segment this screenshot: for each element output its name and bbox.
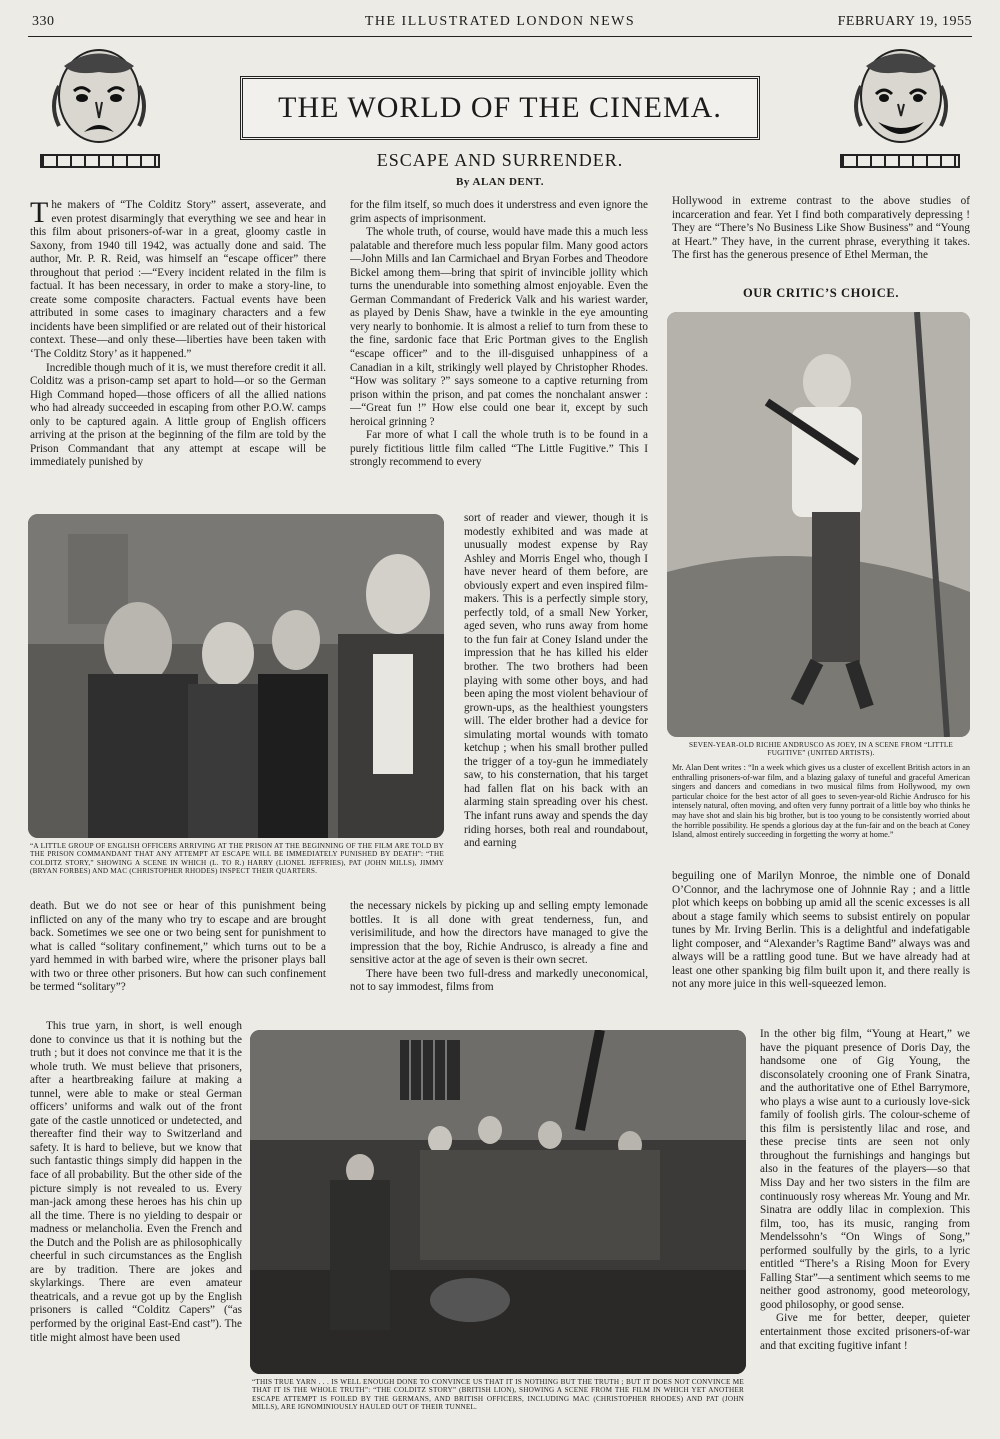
column-1-middle xyxy=(30,900,326,1020)
paragraph: In the other big film, “Young at Heart,” we have the piquant presence of Doris Day, the handsome one of Gig Young, the disconsolately crooning one of Frank Sinatra, and the authoritative one of Ethel Barrymore, who plays a wise aunt to a curiously love-sick family of foolish girls. The colour-scheme of this film is persistently lilac and rose, and these precise tints are seen not only throughout the furnishings and hangings but also in the features of the players—so that Miss Day and her two sisters in the film are continuously rosy whereas Mr. Young and Mr. Sinatra are oddly lilac in complexion. This film, too, has its music, ranging from Mendelssohn’s “On Wings of Song,” performed soulfully by the girls, to a lyric entitled “There’s a Rising Moon for Every Falling Star”—a sentiment which seems to me neither good astronomy, good meteorology, good philosophy, or good sense. xyxy=(760,1028,970,1311)
paragraph: for the film itself, so much does it understress and even ignore the grim aspects of imprisonment. xyxy=(350,199,648,225)
publication-name: THE ILLUSTRATED LONDON NEWS xyxy=(364,14,636,29)
page-number: 330 xyxy=(32,14,55,29)
boy-photo xyxy=(667,312,970,737)
column-3-middle xyxy=(672,870,970,1018)
paragraph xyxy=(30,199,326,362)
paragraph: Incredible though much of it is, we must therefore credit it all. Colditz was a prison-camp set apart to hold—or so the German High Command hoped—those officers of all the allied nations who had already succeeded in escaping from other P.O.W. camps only to be captured again. A little group of English officers arriving at the prison at the beginning of the film are told by the Prison Commandant that any attempt at escape will be immediately punished by xyxy=(30,361,326,469)
paragraph-text: he makers of “The Colditz Story” assert, asseverate, and even protest disarmingly that everything we see and hear in this film about prisoners-of-war in a great, gloomy castle in Saxony, from 1940 till 1942, was actually done and said. The author, Mr. P. R. Reid, was himself an “escape officer” there throughout that period :—“Every incident related in the film is factual. It has been necessary, in order to make a story-line, to create some composite characters. Factual events have been attributed in some cases to imaginary characters and a few incidents have been simplified or are related out of their historical context. These—and only these—liberties have been taken with ‘The Colditz Story’ as it happened.” xyxy=(30,199,326,361)
column-2-top xyxy=(350,199,648,505)
officers-photo-caption: “A LITTLE GROUP OF ENGLISH OFFICERS ARRIVING AT THE PRISON AT THE BEGINNING OF THE FILM ARE TOLD BY THE PRISON COMMANDANT THAT ANY ATTEMPT AT ESCAPE WILL BE IMMEDIATELY PUNISHED BY DEATH”: “THE COLDITZ STORY,” SHOWING A SCENE IN WHICH (L. TO R.) HARRY (LIONEL JEFFRIES), PAT (JOHN MILLS), JIMMY (BRYAN FORBES) AND MAC (CHRISTOPHER RHODES) INSPECT THEIR QUARTERS. xyxy=(30,842,444,876)
paragraph: Give me for better, deeper, quieter entertainment those excited prisoners-of-war and that exciting fugitive infant ! xyxy=(760,1312,970,1352)
comedy-mask-icon xyxy=(846,46,956,151)
column-2-bottom xyxy=(350,900,648,1020)
paragraph: death. But we do not see or hear of this punishment being inflicted on any of the many who try to escape and are brought back. Sometimes we see one or two being sent for punishment to what is called “solitary confinement,” which turns out to be a yard hemmed in with barbed wire, where the prisoner plays ball with two or three other prisoners. But how can such confinement be termed “solitary”? xyxy=(30,900,326,994)
drop-cap: T xyxy=(30,199,49,229)
critics-choice-heading: OUR CRITIC’S CHOICE. xyxy=(742,286,900,300)
paragraph: This true yarn, in short, is well enough done to convince us that it is nothing but the truth ; but it does not convince me that it is the whole truth. We must believe that prisoners, after a heartbreaking failure at making a tunnel, were able to make or steal German officers’ uniforms and walk out of the front gate of the castle unnoticed or undetected, and thereafter find their way to Switzerland and safety. It is hard to believe, but we know that such fantastic things simply did happen in the face of all probability. But the other side of the picture simply is not revealed to us. Every man-jack among these heroes has his chin up all the time. There is no yielding to despair or madness or melancholia. Even the French and the Dutch and the Polish are as philosophically cheerful in such circumstances as the English are by tradition. There are jokes and skylarkings. There are even amateur theatricals, and a revue got up by the English prisoners is called “Colditz Capers” (“as performed by the original East-End cast”). The title might almost have been used xyxy=(30,1020,242,1344)
section-title: THE WORLD OF THE CINEMA. xyxy=(240,76,760,140)
column-1-top xyxy=(30,199,326,505)
column-2-narrow xyxy=(464,512,648,897)
critics-note: Mr. Alan Dent writes : “In a week which gives us a cluster of excellent British actors in an enthralling prisoners-of-war film, and a blazing galaxy of tuneful and graceful American singers and dancers and comedians in two musical films from Hollywood, my own particular choice for the best actor of all goes to seven-year-old Richie Andrusco for his intensely natural, often moving, and often very funny portrait of a little boy who thinks he may have shot and slain his big brother, but is too young to be consistently worried about the horrible possibility. He spends a glorious day at the fun-fair and on the beach at Coney Island, almost entirely succeeding in forgetting the worry at home.” xyxy=(672,763,970,840)
paragraph: There have been two full-dress and markedly uneconomical, not to say immodest, films from xyxy=(350,967,648,994)
column-3-bottom xyxy=(760,1028,970,1412)
tunnel-photo-caption: “THIS TRUE YARN . . . IS WELL ENOUGH DONE TO CONVINCE US THAT IT IS NOTHING BUT THE TRUTH ; BUT IT DOES NOT CONVINCE ME THAT IT IS THE WHOLE TRUTH”: “THE COLDITZ STORY” (BRITISH LION), SHOWING A SCENE FROM THE FILM IN WHICH YET ANOTHER ESCAPE ATTEMPT IS FOILED BY THE GERMANS, AND BRITISH OFFICERS, INCLUDING MAC (CHRISTOPHER RHODES) AND PAT (JOHN MILLS), ARE IGNOMINIOUSLY HAULED OUT OF THEIR TUNNEL. xyxy=(252,1378,744,1412)
paragraph: Far more of what I call the whole truth is to be found in a purely fictitious little film called “The Little Fugitive.” This I strongly recommend to every xyxy=(350,429,648,469)
boy-photo-caption: SEVEN-YEAR-OLD RICHIE ANDRUSCO AS JOEY, IN A SCENE FROM “LITTLE FUGITIVE” (UNITED ARTISTS). xyxy=(688,741,954,758)
tunnel-photo xyxy=(250,1030,746,1374)
paragraph: The whole truth, of course, would have made this a much less palatable and therefore much less popular film. Many good actors—John Mills and Ian Carmichael and Bryan Forbes and Theodore Bickel among them—bring that spirit of invincible jollity which turns the unendurable into something almost enjoyable. Even the German Commandant of Frederick Valk and his wariest warder, as played by Denis Shaw, have a twinkle in the eye amounting very nearly to bonhomie. It is almost a relief to turn from these to the fine, sardonic face that Eric Portman gives to the English “escape officer” and to the ill-disguised unhappiness of a Canadian in a kilt, strikingly well played by Christopher Rhodes. “How was solitary ?” says someone to a captive returning from prison within the prison, and pat comes the nonchalant answer :—“Great fun !” How else could one bear it, except by such heroical grinning ? xyxy=(350,226,648,428)
paragraph: sort of reader and viewer, though it is modestly exhibited and was made at unusually modest expense by Ray Ashley and Morris Engel who, though I have never heard of them before, are obviously expert and even inspired film-makers. This is a perfectly simple story, perfectly told, of a small New Yorker, aged seven, who runs away from home to the fun fair at Coney Island under the impression that he has killed his elder brother. The two brothers had been playing with some other boys, and had been aping the most violent behaviour of grown-ups, as the healthiest youngsters will. The elder brother had a device for simulating mortal wounds with tomato ketchup ; when his small brother pulled the trigger of a toy-gun he immediately saw, to his consternation, that his target had fallen flat on his back with an alarming stain spreading over his chest. The infant runs away and spends the day riding horses, both real and roundabout, and earning xyxy=(464,512,648,850)
tragedy-mask-icon xyxy=(44,46,154,151)
column-3-top xyxy=(672,195,970,277)
officers-photo xyxy=(28,514,444,838)
article-headline: ESCAPE AND SURRENDER. xyxy=(376,150,624,170)
paragraph: Hollywood in extreme contrast to the above studies of incarceration and fear. Yet I find both comparatively depressing ! They are “There’s No Business Like Show Business” and “Young at Heart.” They have, in the current phrase, everything it takes. The first has the generous presence of Ethel Merman, the xyxy=(672,195,970,262)
column-1-bottom xyxy=(30,1020,242,1414)
header-rule xyxy=(28,36,972,37)
paragraph: the necessary nickels by picking up and selling empty lemonade bottles. It is all done with great tenderness, fun, and verisimilitude, and how the directors have managed to give the impression that the boy, Richie Andrusco, is already a fine and sensitive actor at the age of seven is their own secret. xyxy=(350,900,648,967)
issue-date: FEBRUARY 19, 1955 xyxy=(837,14,972,29)
paragraph: beguiling one of Marilyn Monroe, the nimble one of Donald O’Connor, and the lachrymose one of Johnnie Ray ; and a little plot which keeps on bobbing up amid all the scenic excesses is all about a stage family which seems to subsist entirely on popular tunes by Mr. Irving Berlin. This is a delightful and indefatigable light composer, and “Alexander’s Ragtime Band” always was and always will be a rattling good tune. But we have already had at least one other spanking big film built upon it, and there really is not any more juice in this well-squeezed lemon. xyxy=(672,870,970,991)
article-byline: By ALAN DENT. xyxy=(456,176,544,188)
